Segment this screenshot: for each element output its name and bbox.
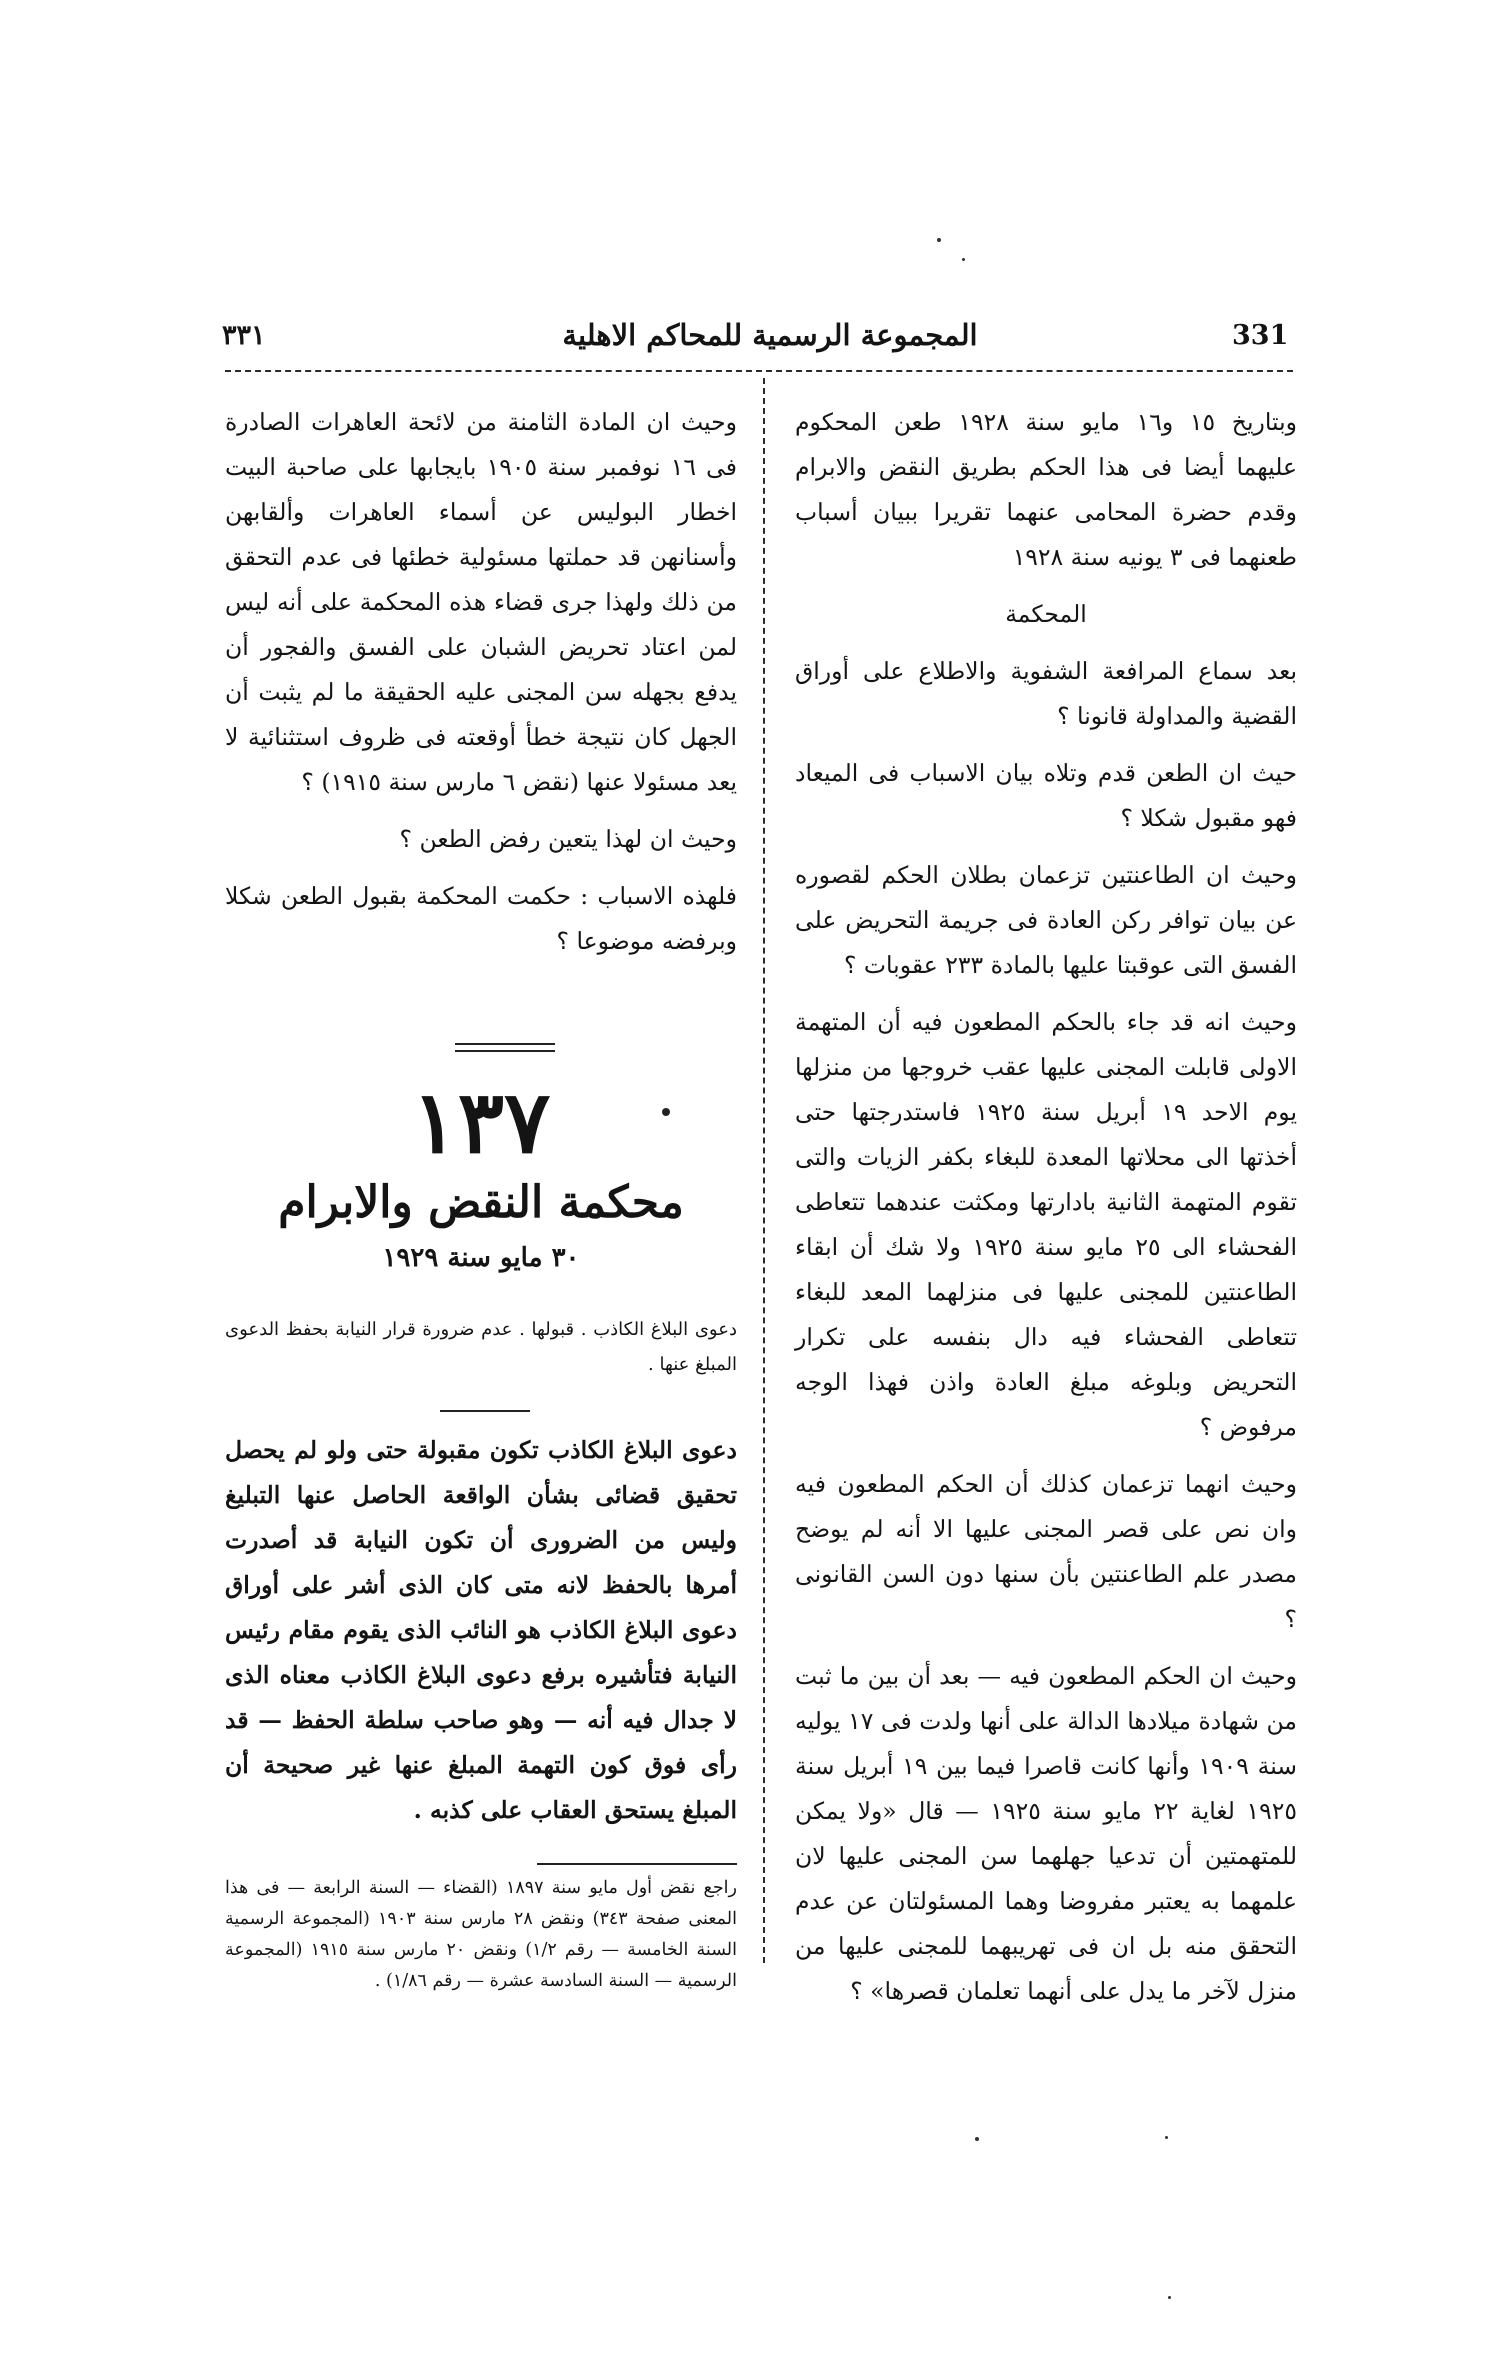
section-heading: المحكمة xyxy=(1005,600,1087,628)
scan-speck xyxy=(975,2137,979,2141)
header-rule xyxy=(225,370,1293,372)
right-column xyxy=(795,400,1297,2014)
case-summary: دعوى البلاغ الكاذب . قبولها . عدم ضرورة قرار النيابة بحفظ الدعوى المبلغ عنها . xyxy=(225,1319,737,1375)
scan-speck xyxy=(1168,2296,1171,2299)
case-number: ١٣٧ xyxy=(411,1072,551,1173)
case-date: ٣٠ مايو سنة ١٩٢٩ xyxy=(382,1243,580,1273)
scan-speck xyxy=(937,238,941,242)
footnote-rule xyxy=(537,1863,737,1865)
summary-rule xyxy=(440,1410,530,1412)
paragraph: بعد سماع المرافعة الشفوية والاطلاع على أوراق القضية والمداولة قانونا ؟ xyxy=(795,657,1297,730)
verdict-paragraph: فلهذه الاسباب : حكمت المحكمة بقبول الطعن شكلا وبرفضه موضوعا ؟ xyxy=(225,882,737,955)
paragraph: وحيث ان لهذا يتعين رفض الطعن ؟ xyxy=(399,825,737,853)
scan-speck xyxy=(962,258,965,261)
footnote: راجع نقض أول مايو سنة ١٨٩٧ (القضاء — السنة الرابعة — فى هذا المعنى صفحة ٣٤٣) ونقض ٢٨ مارس سنة ١٩٠٣ (المجموعة الرسمية السنة الخامسة — رقم ١/٢) ونقض ٢٠ مارس سنة ١٩١٥ (المجموعة الرسمية — السنة السادسة عشرة — رقم ١/٨٦) . xyxy=(225,1878,737,1991)
scan-speck xyxy=(1165,2136,1168,2139)
left-column xyxy=(225,400,737,964)
paragraph: وبتاريخ ١٥ و١٦ مايو سنة ١٩٢٨ طعن المحكوم عليهما أيضا فى هذا الحكم بطريق النقض والابرام وقدم حضرة المحامى عنهما تقريرا ببيان أسباب طعنهما فى ٣ يونيه سنة ١٩٢٨ xyxy=(795,408,1298,571)
journal-title: المجموعة الرسمية للمحاكم الاهلية xyxy=(562,318,978,352)
case-principle-column xyxy=(225,1428,737,1833)
page-number-arabic: ٣٣١ xyxy=(222,320,266,351)
paragraph: وحيث ان الطاعنتين تزعمان بطلان الحكم لقصوره عن بيان توافر ركن العادة فى جريمة التحريض على الفسق التى عوقبتا عليها بالمادة ٢٣٣ عقوبات ؟ xyxy=(795,861,1297,979)
paragraph: وحيث ان المادة الثامنة من لائحة العاهرات الصادرة فى ١٦ نوفمبر سنة ١٩٠٥ بايجابها على صاحبة البيت اخطار البوليس عن أسماء العاهرات وألقابهن وأسنانهن قد حملتها مسئولية خطئها فى عدم التحقق من ذلك ولهذا جرى قضاء هذه المحكمة على أنه ليس لمن اعتاد تحريض الشبان على الفسق والفجور أن يدفع بجهله سن المجنى عليه الحقيقة ما لم يثبت أن الجهل كان نتيجة خطأ أوقعته فى ظروف استثنائية لا يعد مسئولا عنها (نقض ٦ مارس سنة ١٩١٥) ؟ xyxy=(225,408,737,796)
scan-mark xyxy=(662,1108,670,1116)
paragraph: وحيث انهما تزعمان كذلك أن الحكم المطعون فيه وان نص على قصر المجنى عليها الا أنه لم يوضح مصدر علم الطاعنتين بأن سنها دون السن القانونى ؟ xyxy=(795,1470,1297,1633)
paragraph: وحيث انه قد جاء بالحكم المطعون فيه أن المتهمة الاولى قابلت المجنى عليها عقب خروجها من منزلها يوم الاحد ١٩ أبريل سنة ١٩٢٥ فاستدرجتها حتى أخذتها الى محلاتها المعدة للبغاء بكفر الزيات والتى تقوم المتهمة الثانية بادارتها ومكثت عندهما تتعاطى الفحشاء الى ٢٥ مايو سنة ١٩٢٥ ولا شك أن ابقاء الطاعنتين للمجنى عليها فى منزلهما المعد للبغاء تتعاطى الفحشاء فيه دال بنفسه على تكرار التحريض وبلوغه مبلغ العادة واذن فهذا الوجه مرفوض ؟ xyxy=(795,1008,1297,1441)
court-name: محكمة النقض والابرام xyxy=(278,1177,684,1228)
column-divider xyxy=(763,378,765,1963)
page-number-latin: 331 xyxy=(1232,320,1289,351)
paragraph: وحيث ان الحكم المطعون فيه — بعد أن بين ما ثبت من شهادة ميلادها الدالة على أنها ولدت فى ١٧ يوليه سنة ١٩٠٩ وأنها كانت قاصرا فيما بين ١٩ أبريل سنة ١٩٢٥ لغاية ٢٢ مايو سنة ١٩٢٥ — قال «ولا يمكن للمتهمتين أن تدعيا جهلهما سن المجنى عليها لان علمهما به يعتبر مفروضا وهما المسئولتان عن عدم التحقق منه بل ان فى تهريبهما للمجنى عليها من منزل لآخر ما يدل على أنهما تعلمان قصرها» ؟ xyxy=(795,1662,1297,2005)
case-separator xyxy=(455,1043,555,1052)
paragraph: حيث ان الطعن قدم وتلاه بيان الاسباب فى الميعاد فهو مقبول شكلا ؟ xyxy=(795,759,1297,832)
case-principle: دعوى البلاغ الكاذب تكون مقبولة حتى ولو لم يحصل تحقيق قضائى بشأن الواقعة الحاصل عنها التبليغ وليس من الضرورى أن تكون النيابة قد أصدرت أمرها بالحفظ لانه متى كان الذى أشر على أوراق دعوى البلاغ الكاذب هو النائب الذى يقوم مقام رئيس النيابة فتأشيره برفع دعوى البلاغ الكاذب معناه الذى لا جدال فيه أنه — وهو صاحب سلطة الحفظ — قد رأى فوق كون التهمة المبلغ عنها غير صحيحة أن المبلغ يستحق العقاب على كذبه . xyxy=(225,1436,737,1824)
